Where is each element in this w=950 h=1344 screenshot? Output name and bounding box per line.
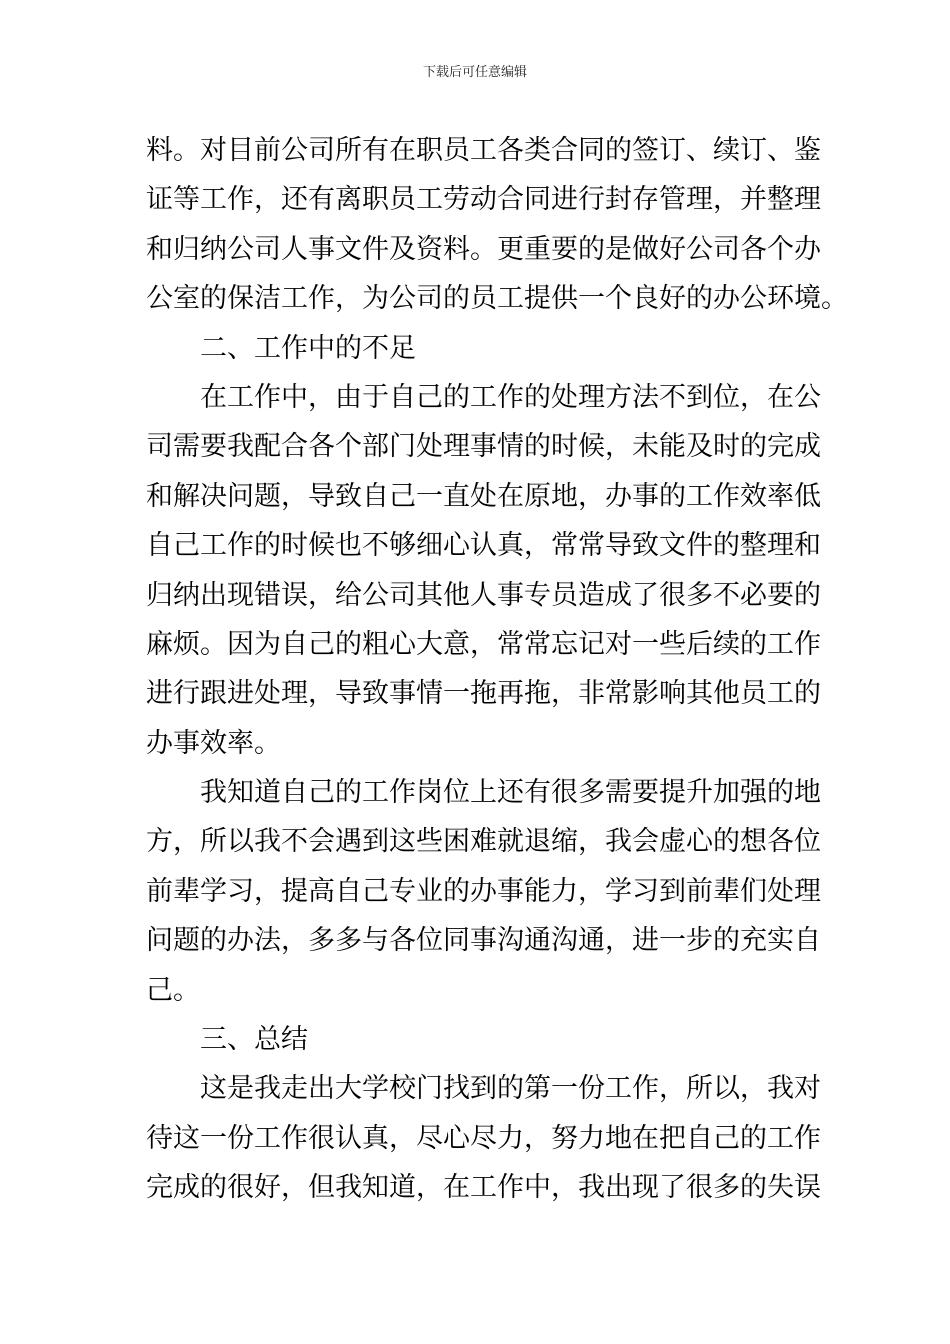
text-line: 在工作中，由于自己的工作的处理方法不到位，在公 (200, 381, 821, 413)
text-line: 问题的办法，多多与各位同事沟通沟通，进一步的充实自 (146, 925, 821, 957)
text-line: 办事效率。 (146, 727, 281, 759)
text-line: 归纳出现错误，给公司其他人事专员造成了很多不必要的 (146, 579, 821, 611)
text-line: 司需要我配合各个部门处理事情的时候，未能及时的完成 (146, 431, 821, 463)
document-body (146, 126, 848, 1213)
text-line: 自己工作的时候也不够细心认真，常常导致文件的整理和 (146, 530, 821, 562)
text-line: 和归纳公司人事文件及资料。更重要的是做好公司各个办 (146, 233, 821, 265)
text-line: 我知道自己的工作岗位上还有很多需要提升加强的地 (200, 777, 821, 809)
page-header: 下载后可任意编辑 (422, 65, 527, 80)
text-line: 方，所以我不会遇到这些困难就退缩，我会虚心的想各位 (146, 826, 821, 858)
text-line: 和解决问题，导致自己一直处在原地，办事的工作效率低 (146, 480, 821, 512)
text-line: 麻烦。因为自己的粗心大意，常常忘记对一些后续的工作 (146, 628, 821, 660)
text-line: 进行跟进处理，导致事情一拖再拖，非常影响其他员工的 (146, 678, 821, 710)
text-line: 己。 (146, 974, 200, 1006)
text-line: 证等工作，还有离职员工劳动合同进行封存管理，并整理 (146, 184, 821, 216)
text-line: 料。对目前公司所有在职员工各类合同的签订、续订、鉴 (146, 135, 821, 166)
text-line: 待这一份工作很认真，尽心尽力，努力地在把自己的工作 (146, 1122, 821, 1154)
section-heading: 二、工作中的不足 (200, 332, 416, 364)
text-line: 前辈学习，提高自己专业的办事能力，学习到前辈们处理 (146, 875, 821, 907)
text-line: 完成的很好，但我知道，在工作中，我出现了很多的失误 (146, 1172, 821, 1204)
text-line: 这是我走出大学校门找到的第一份工作，所以，我对 (200, 1073, 821, 1105)
text-line: 公室的保洁工作，为公司的员工提供一个良好的办公环境。 (146, 283, 848, 315)
section-heading: 三、总结 (200, 1024, 308, 1056)
